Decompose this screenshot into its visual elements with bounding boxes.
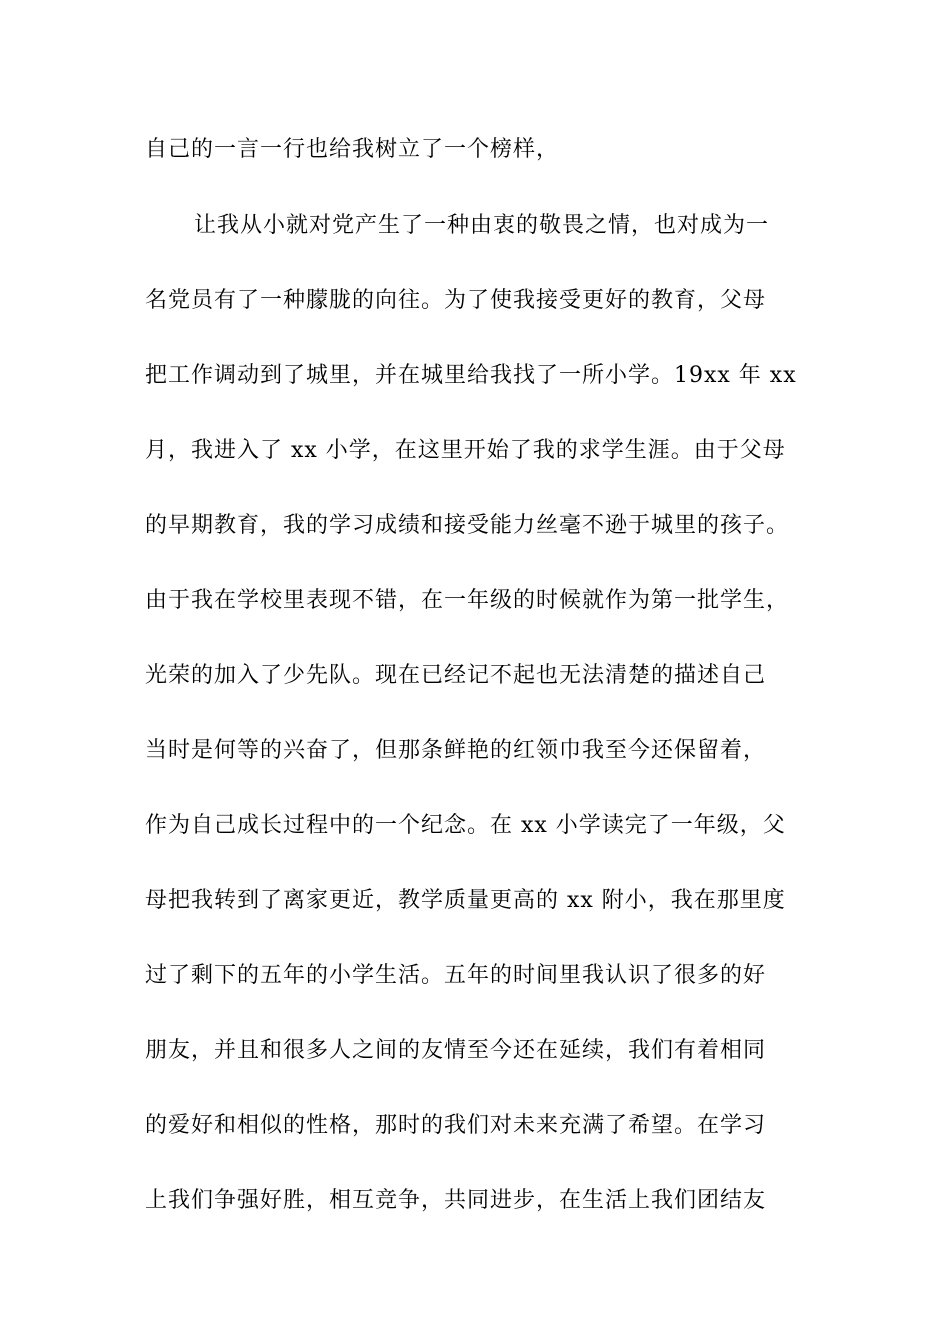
text-line: 的爱好和相似的性格，那时的我们对未来充满了希望。在学习 — [145, 1113, 767, 1138]
text-line: 母把我转到了离家更近，教学质量更高的 xx 附小，我在那里度 — [145, 888, 786, 913]
text-line: 作为自己成长过程中的一个纪念。在 xx 小学读完了一年级，父 — [145, 813, 786, 838]
text-line: 月，我进入了 xx 小学，在这里开始了我的求学生涯。由于父母 — [145, 438, 786, 463]
text-line: 光荣的加入了少先队。现在已经记不起也无法清楚的描述自己 — [145, 663, 767, 688]
text-line: 朋友，并且和很多人之间的友情至今还在延续，我们有着相同 — [145, 1038, 767, 1063]
text-line: 由于我在学校里表现不错，在一年级的时候就作为第一批学生， — [145, 588, 790, 613]
text-line: 把工作调动到了城里，并在城里给我找了一所小学。19xx 年 xx — [145, 363, 797, 388]
text-line: 过了剩下的五年的小学生活。五年的时间里我认识了很多的好 — [145, 963, 767, 988]
text-line: 自己的一言一行也给我树立了一个榜样， — [145, 137, 560, 162]
text-line: 当时是何等的兴奋了，但那条鲜艳的红领巾我至今还保留着， — [145, 738, 767, 763]
paragraph-first-line: 让我从小就对党产生了一种由衷的敬畏之情，也对成为一 — [194, 213, 770, 238]
text-line: 的早期教育，我的学习成绩和接受能力丝毫不逊于城里的孩子。 — [145, 513, 790, 538]
text-line: 名党员有了一种朦胧的向往。为了使我接受更好的教育，父母 — [145, 288, 767, 313]
text-line: 上我们争强好胜，相互竞争，共同进步，在生活上我们团结友 — [145, 1188, 767, 1213]
